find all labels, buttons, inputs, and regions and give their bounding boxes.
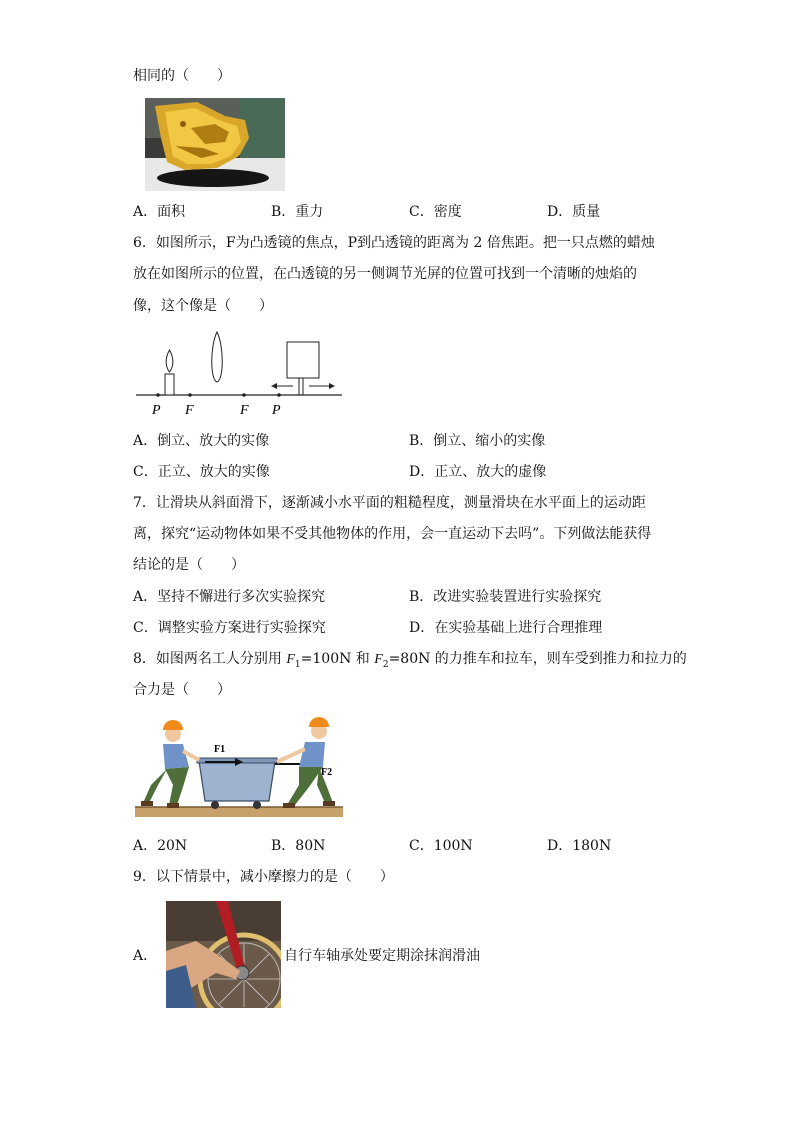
q5-option-a: A．面积 [133,204,186,220]
q6-option-a: A．倒立、放大的实像 [133,433,270,449]
q7-line-3: 结论的是（ ） [133,557,245,573]
q5-continuation: 相同的（ ） [133,68,231,84]
q8-option-c: C．100N [409,838,473,854]
q8-option-a: A．20N [133,838,188,854]
q5-option-d: D．质量 [547,204,601,220]
q8-option-d: D．180N [547,838,612,854]
label-p-right: P [272,403,281,418]
q5-option-b: B．重力 [271,204,324,220]
q6-line-3: 像，这个像是（ ） [133,298,273,314]
q7-option-b: B．改进实验装置进行实验探究 [409,589,602,605]
q6-line-1: 6．如图所示，F为凸透镜的焦点，P到凸透镜的距离为 2 倍焦距。把一只点燃的蜡烛 [133,235,655,251]
q8-option-b: B．80N [271,838,326,854]
q8-line-1: 8．如图两名工人分别用 $F_1=100N$ 和 $F_2=80N$ 的力推车和拉车，则车受到推力和拉力的 [133,651,687,670]
q8-line-2: 合力是（ ） [133,682,231,698]
label-p-left: P [152,403,161,418]
q7-option-a: A．坚持不懈进行多次实验探究 [133,589,326,605]
q9-line-1: 9．以下情景中，减小摩擦力的是（ ） [133,869,394,885]
label-f-left: F [185,403,194,418]
bicycle-hub-image [166,901,281,1008]
q6-option-d: D．正立、放大的虚像 [409,464,547,480]
label-f2: F2 [321,767,333,778]
label-f-right: F [240,403,249,418]
q5-option-c: C．密度 [409,204,462,220]
q6-line-2: 放在如图所示的位置，在凸透镜的另一侧调节光屏的位置可找到一个清晰的烛焰的 [133,266,637,282]
q7-line-1: 7．让滑块从斜面滑下，逐渐减小水平面的粗糙程度，测量滑块在水平面上的运动距 [133,495,646,511]
q6-option-b: B．倒立、缩小的实像 [409,433,546,449]
q9-option-a-label: A． [133,948,158,964]
q7-option-d: D．在实验基础上进行合理推理 [409,620,603,636]
label-f1: F1 [214,744,226,755]
gold-mask-image [145,98,285,191]
lens-diagram [133,328,345,420]
workers-cart-image [133,715,345,820]
q7-option-c: C．调整实验方案进行实验探究 [133,620,326,636]
q7-line-2: 离，探究“运动物体如果不受其他物体的作用，会一直运动下去吗”。下列做法能获得 [133,526,652,542]
q9-option-a-text: 自行车轴承处要定期涂抹润滑油 [284,948,480,964]
q6-option-c: C．正立、放大的实像 [133,464,270,480]
